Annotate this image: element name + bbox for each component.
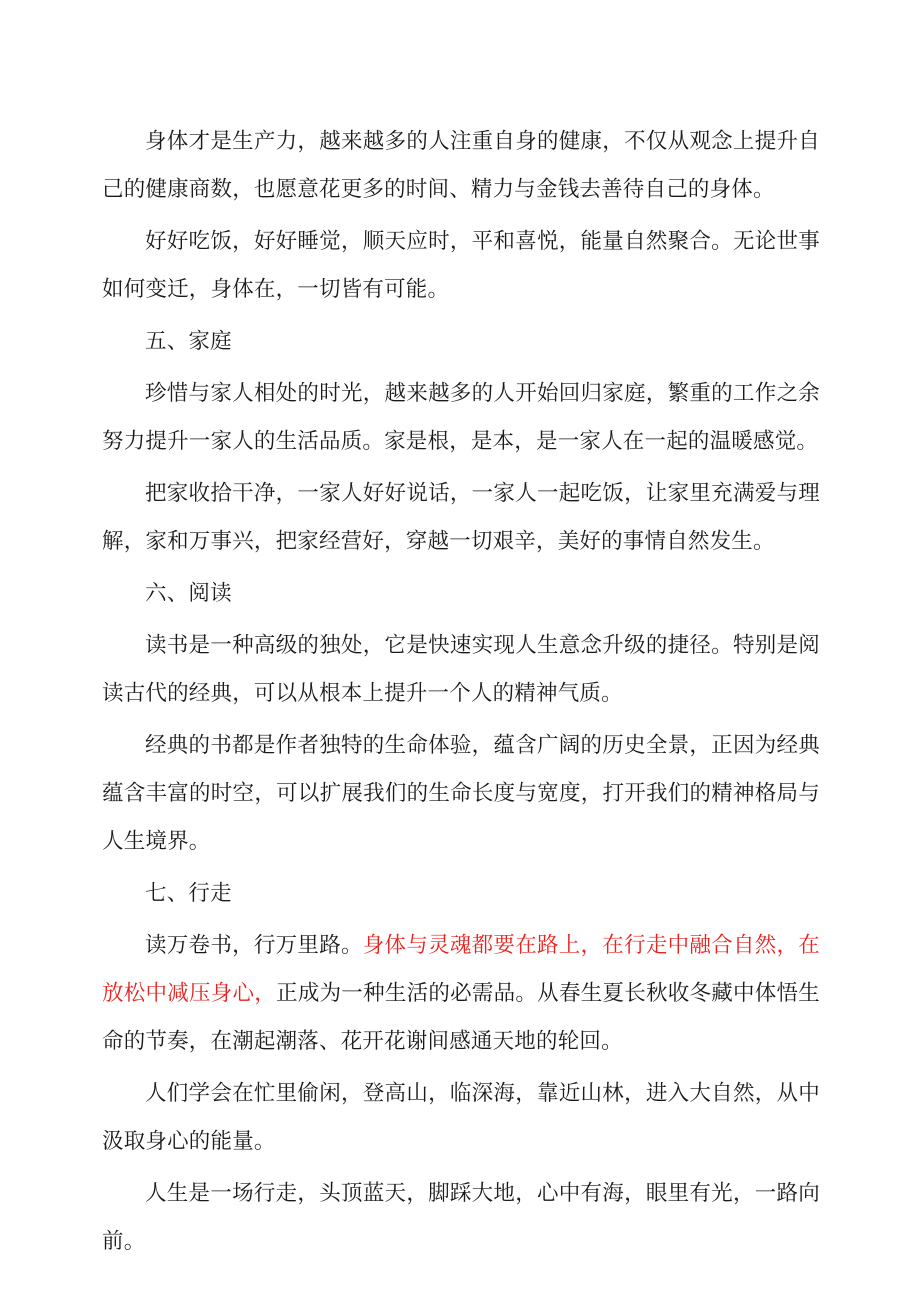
section-heading-reading: 六、阅读 xyxy=(145,581,232,606)
section-heading-family: 五、家庭 xyxy=(145,329,232,354)
paragraph-family-2: 把家收拾干净，一家人好好说话，一家人一起吃饭，让家里充满爱与理解，家和万事兴，把家经营好，穿越一切艰辛，美好的事情自然发生。 xyxy=(102,481,820,554)
paragraph-walking-3: 人生是一场行走，头顶蓝天，脚踩大地，心中有海，眼里有光，一路向前。 xyxy=(102,1181,820,1254)
paragraph-reading-2: 经典的书都是作者独特的生命体验，蕴含广阔的历史全景，正因为经典蕴含丰富的时空，可以扩展我们的生命长度与宽度，打开我们的精神格局与人生境界。 xyxy=(102,733,820,854)
walking-highlight-text: 身体与灵魂都要在路上，在行走中融合自然，在放松中减压身心， xyxy=(102,933,820,1006)
paragraph-reading-1: 读书是一种高级的独处，它是快速实现人生意念升级的捷径。特别是阅读古代的经典，可以从根本上提升一个人的精神气质。 xyxy=(102,633,820,706)
paragraph-health-1: 身体才是生产力，越来越多的人注重自身的健康，不仅从观念上提升自己的健康商数，也愿意花更多的时间、精力与金钱去善待自己的身体。 xyxy=(102,129,820,202)
paragraph-walking-1 xyxy=(102,922,820,1066)
document-body xyxy=(102,118,820,1266)
walking-text-before: 读万卷书，行万里路。 xyxy=(145,933,363,958)
paragraph-family-1: 珍惜与家人相处的时光，越来越多的人开始回归家庭，繁重的工作之余努力提升一家人的生活品质。家是根，是本，是一家人在一起的温暖感觉。 xyxy=(102,381,820,454)
section-heading-walking: 七、行走 xyxy=(145,881,232,906)
paragraph-walking-2: 人们学会在忙里偷闲，登高山，临深海，靠近山林，进入大自然，从中汲取身心的能量。 xyxy=(102,1081,820,1154)
paragraph-health-2: 好好吃饭，好好睡觉，顺天应时，平和喜悦，能量自然聚合。无论世事如何变迁，身体在，一切皆有可能。 xyxy=(102,229,820,302)
walking-text-after: 正成为一种生活的必需品。从春生夏长秋收冬藏中体悟生命的节奏，在潮起潮落、花开花谢间感通天地的轮回。 xyxy=(102,981,820,1054)
